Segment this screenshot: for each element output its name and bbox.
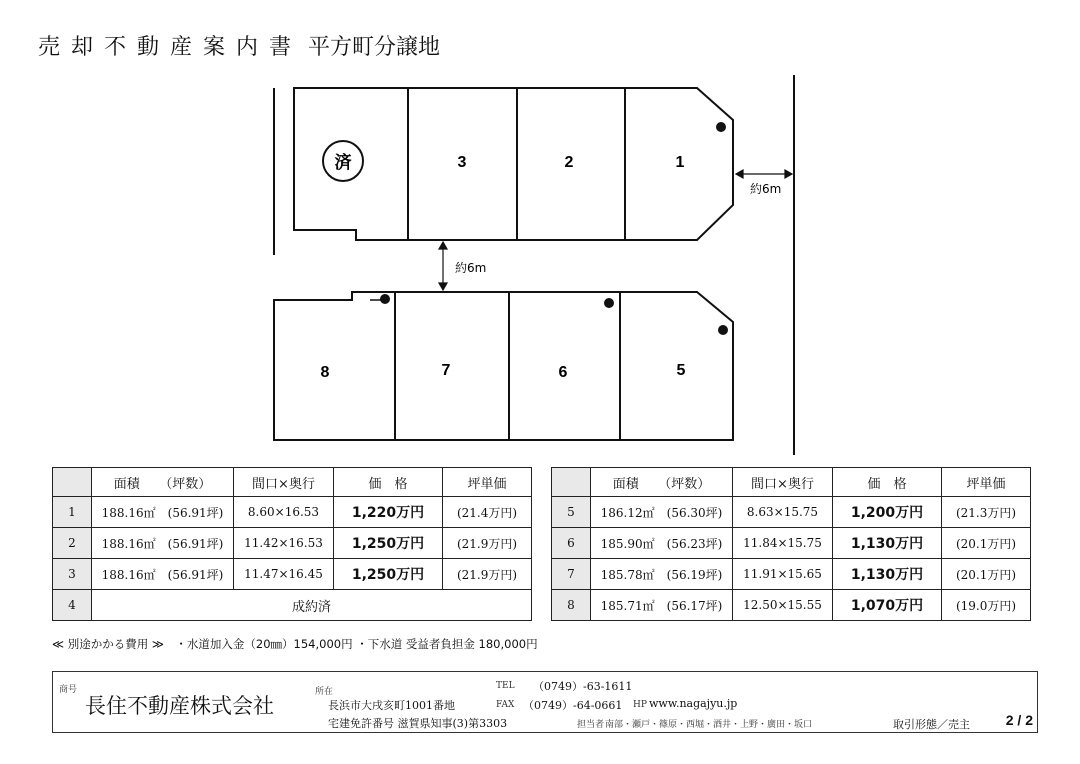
lot-table-right bbox=[551, 467, 1031, 621]
header-no bbox=[552, 468, 591, 497]
table-row bbox=[53, 559, 532, 590]
lot-area: 188.16㎡ (56.91坪) bbox=[92, 559, 234, 590]
table-row bbox=[53, 590, 532, 621]
tel: （0749）-63-1611 bbox=[533, 680, 633, 693]
lot-unit-price: (21.9万円) bbox=[443, 528, 532, 559]
lot-no: 7 bbox=[552, 559, 591, 590]
utility-point-icon bbox=[380, 294, 390, 304]
address-label: 所在 bbox=[315, 687, 334, 697]
transaction-type: 取引形態／売主 bbox=[893, 718, 970, 731]
lot-area: 188.16㎡ (56.91坪) bbox=[92, 528, 234, 559]
page-number: 2 / 2 bbox=[1005, 712, 1033, 728]
lot-price: 1,250万円 bbox=[334, 559, 443, 590]
lot-frontage: 8.63×15.75 bbox=[733, 497, 833, 528]
homepage-link[interactable]: www.nagajyu.jp bbox=[649, 697, 738, 710]
lot-unit-price: (21.3万円) bbox=[942, 497, 1031, 528]
arrow-head-icon bbox=[439, 283, 447, 290]
header-frontage: 間口×奥行 bbox=[234, 468, 334, 497]
title-main: 売 却 不 動 産 案 内 書 bbox=[38, 35, 293, 60]
lot-status: 成約済 bbox=[92, 590, 532, 621]
arrow-head-icon bbox=[785, 170, 792, 178]
lot-unit-price: (21.4万円) bbox=[443, 497, 532, 528]
lot-label-3: 3 bbox=[457, 154, 467, 171]
utility-point-icon bbox=[718, 325, 728, 335]
table-row bbox=[552, 497, 1031, 528]
lot-price: 1,220万円 bbox=[334, 497, 443, 528]
table-row bbox=[552, 590, 1031, 621]
lot-price: 1,070万円 bbox=[833, 590, 942, 621]
lot-unit-price: (19.0万円) bbox=[942, 590, 1031, 621]
fax: （0749）-64-0661 bbox=[523, 699, 623, 712]
table-row bbox=[53, 528, 532, 559]
lot-price: 1,130万円 bbox=[833, 528, 942, 559]
road-width-label: 約6m bbox=[455, 261, 487, 275]
lot-no: 8 bbox=[552, 590, 591, 621]
lot-no: 3 bbox=[53, 559, 92, 590]
lot-area: 185.78㎡ (56.19坪) bbox=[591, 559, 733, 590]
lot-label-1: 1 bbox=[675, 154, 685, 171]
arrow-head-icon bbox=[736, 170, 743, 178]
lot-no: 1 bbox=[53, 497, 92, 528]
header-unit-price: 坪単価 bbox=[942, 468, 1031, 497]
lot-label-2: 2 bbox=[564, 154, 574, 171]
header-area: 面積 （坪数） bbox=[591, 468, 733, 497]
lot-price: 1,250万円 bbox=[334, 528, 443, 559]
header-price: 価 格 bbox=[334, 468, 443, 497]
lot-label-5: 5 bbox=[676, 362, 686, 379]
header-frontage: 間口×奥行 bbox=[733, 468, 833, 497]
lot-area: 188.16㎡ (56.91坪) bbox=[92, 497, 234, 528]
staff-label: 担当者 bbox=[577, 720, 605, 730]
lot-no: 2 bbox=[53, 528, 92, 559]
lot-frontage: 11.91×15.65 bbox=[733, 559, 833, 590]
header-area: 面積 （坪数） bbox=[92, 468, 234, 497]
table-row bbox=[552, 528, 1031, 559]
lot-frontage: 11.84×15.75 bbox=[733, 528, 833, 559]
table-header-row bbox=[552, 468, 1031, 497]
tel-label: TEL bbox=[496, 681, 515, 691]
extra-costs-note: ≪ 別途かかる費用 ≫ ・水道加入金（20㎜）154,000円 ・下水道 受益者負担金 180,000円 bbox=[52, 637, 538, 651]
road-width-label: 約6m bbox=[750, 182, 782, 196]
table-row bbox=[53, 497, 532, 528]
arrow-head-icon bbox=[439, 242, 447, 249]
lot-frontage: 8.60×16.53 bbox=[234, 497, 334, 528]
staff-list: 南部・瀬戸・篠原・西堀・酒井・上野・廣田・坂口 bbox=[605, 720, 813, 730]
sold-mark: 済 bbox=[334, 153, 352, 173]
lot-label-8: 8 bbox=[320, 364, 330, 381]
lot-table-left bbox=[52, 467, 532, 621]
lot-label-7: 7 bbox=[441, 362, 451, 379]
lot-area: 185.90㎡ (56.23坪) bbox=[591, 528, 733, 559]
utility-point-icon bbox=[716, 122, 726, 132]
company-name: 長住不動産株式会社 bbox=[85, 694, 274, 718]
lot-frontage: 12.50×15.55 bbox=[733, 590, 833, 621]
company-label: 商号 bbox=[59, 685, 78, 695]
lot-area: 186.12㎡ (56.30坪) bbox=[591, 497, 733, 528]
lot-area: 185.71㎡ (56.17坪) bbox=[591, 590, 733, 621]
table-header-row bbox=[53, 468, 532, 497]
header-price: 価 格 bbox=[833, 468, 942, 497]
top-block-outline bbox=[294, 88, 733, 240]
lot-no: 6 bbox=[552, 528, 591, 559]
company-footer bbox=[52, 671, 1038, 733]
lot-unit-price: (21.9万円) bbox=[443, 559, 532, 590]
lot-frontage: 11.47×16.45 bbox=[234, 559, 334, 590]
lot-price: 1,200万円 bbox=[833, 497, 942, 528]
fax-label: FAX bbox=[496, 700, 515, 710]
license-number: 宅建免許番号 滋賀県知事(3)第3303 bbox=[328, 717, 508, 730]
title-sub: 平方町分譲地 bbox=[307, 35, 440, 60]
lot-label-6: 6 bbox=[558, 364, 568, 381]
lot-no: 5 bbox=[552, 497, 591, 528]
bottom-block-outline bbox=[274, 292, 733, 440]
header-no bbox=[53, 468, 92, 497]
lot-unit-price: (20.1万円) bbox=[942, 528, 1031, 559]
table-row bbox=[552, 559, 1031, 590]
lot-no: 4 bbox=[53, 590, 92, 621]
address: 長浜市大戌亥町1001番地 bbox=[328, 699, 455, 712]
hp-label: HP bbox=[633, 700, 647, 710]
header-unit-price: 坪単価 bbox=[443, 468, 532, 497]
lot-price: 1,130万円 bbox=[833, 559, 942, 590]
utility-point-icon bbox=[604, 298, 614, 308]
lot-frontage: 11.42×16.53 bbox=[234, 528, 334, 559]
lot-unit-price: (20.1万円) bbox=[942, 559, 1031, 590]
